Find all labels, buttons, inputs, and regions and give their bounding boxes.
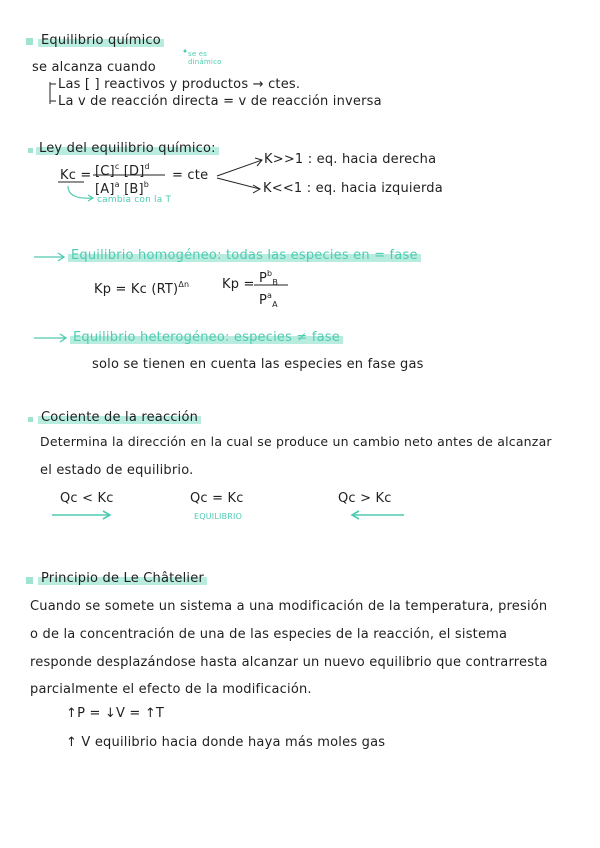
q-less-k: Qc < Kc xyxy=(60,491,114,506)
equilibrio-label: EQUILIBRIO xyxy=(194,512,243,521)
cociente-text-1: Determina la dirección en la cual se produce un cambio neto antes de alcanzar xyxy=(40,434,552,449)
section-title-equilibrio: Equilibrio químico xyxy=(38,33,164,48)
heterogeneo-text: solo se tienen en cuenta las especies en fase gas xyxy=(92,357,424,372)
volume-direction-note: ↑ V equilibrio hacia donde haya más moles gas xyxy=(66,735,386,750)
dynamic-note: se es dinámico xyxy=(188,50,222,66)
section-title-homogeneo: Equilibrio homogéneo: todas las especies en = fase xyxy=(68,248,421,263)
section-title-cociente: Cociente de la reacción xyxy=(38,410,201,425)
kp-numerator: $P^b_B$ xyxy=(259,269,279,287)
kc-equals-cte: = cte xyxy=(172,168,209,183)
arrow-to-big xyxy=(217,160,262,176)
kc-numerator: $[C]^c$ $[D]^d$ xyxy=(95,162,150,179)
section-title-heterogeneo: Equilibrio heterogéneo: especies ≠ fase xyxy=(70,330,343,345)
pressure-volume-formula: ↑P = ↓V = ↑T xyxy=(66,706,165,721)
chatelier-paragraph-2: o de la concentración de una de las especies de la reacción, el sistema xyxy=(30,627,508,642)
chatelier-paragraph-3: responde desplazándose hasta alcanzar un nuevo equilibrio que contrarresta xyxy=(30,655,548,670)
condition-line-1: Las [ ] reactivos y productos → ctes. xyxy=(58,77,301,92)
kp-formula-2-label: Kp = xyxy=(222,277,255,292)
chatelier-paragraph-1: Cuando se somete un sistema a una modificación de la temperatura, presión xyxy=(30,599,548,614)
section-title-chatelier: Principio de Le Châtelier xyxy=(38,571,207,586)
kc-denominator: $[A]^a$ $[B]^b$ xyxy=(95,180,150,197)
note-dot xyxy=(184,50,187,53)
condition-line-2: La v de reacción directa = v de reacción inversa xyxy=(58,94,382,109)
kp-denominator: $P^a_A$ xyxy=(259,291,278,309)
temperature-arrow xyxy=(68,186,92,198)
k-less-text: K<<1 : eq. hacia izquierda xyxy=(263,181,443,196)
q-equal-k: Qc = Kc xyxy=(190,491,244,506)
kp-formula-1: Kp = Kc (RT)$^{\Delta n}$ xyxy=(94,280,190,297)
section-title-ley: Ley del equilibrio químico: xyxy=(36,141,219,156)
arrow-to-small xyxy=(217,178,260,189)
q-greater-k: Qc > Kc xyxy=(338,491,392,506)
chatelier-paragraph-4: parcialmente el efecto de la modificación. xyxy=(30,682,312,697)
k-greater-text: K>>1 : eq. hacia derecha xyxy=(264,152,437,167)
temperature-note: cambia con la T xyxy=(97,195,172,205)
cociente-text-2: el estado de equilibrio. xyxy=(40,463,194,478)
intro-text: se alcanza cuando xyxy=(32,60,156,75)
kc-label: Kc = xyxy=(60,168,92,183)
